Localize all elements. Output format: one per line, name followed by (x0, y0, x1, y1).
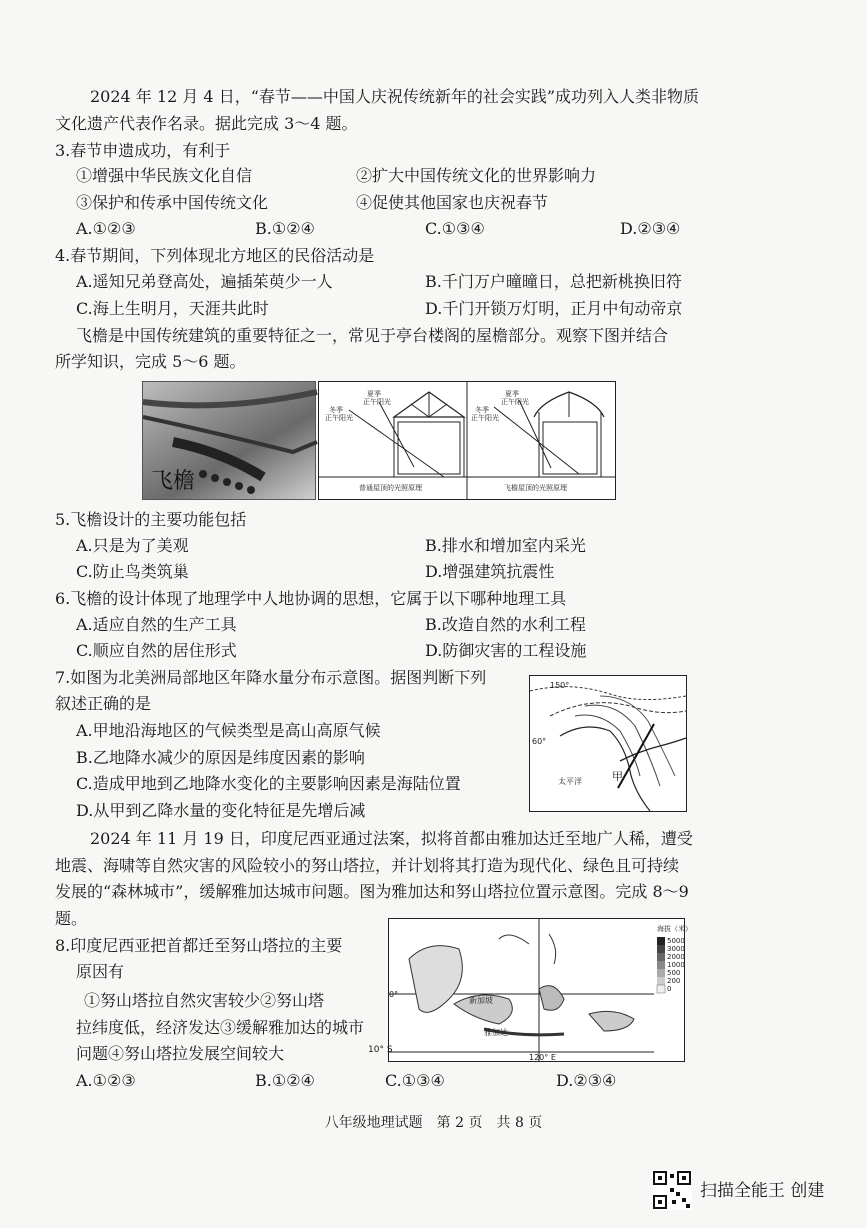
q8-body-1: ①努山塔拉自然灾害较少②努山塔 (84, 991, 325, 1010)
svg-text:200: 200 (667, 977, 681, 985)
q7-option-a: A.甲地沿海地区的气候类型是高山高原气候 (76, 721, 381, 740)
indonesia-location-map (388, 918, 692, 1062)
q3-item-1: ①增强中华民族文化自信 (76, 166, 253, 185)
intro2-line1: 飞檐是中国传统建筑的重要特征之一，常见于亭台楼阁的屋檐部分。观察下图并结合 (76, 326, 669, 345)
q6-option-a: A.适应自然的生产工具 (76, 615, 237, 634)
svg-text:夏季: 夏季 (367, 390, 381, 398)
svg-text:正午阳光: 正午阳光 (325, 414, 353, 422)
q7-option-d: D.从甲到乙降水量的变化特征是先增后减 (76, 801, 366, 820)
svg-text:正午阳光: 正午阳光 (501, 398, 529, 406)
q3-option-c: C.①③④ (425, 219, 485, 238)
svg-text:2000: 2000 (667, 953, 685, 961)
flying-eaves-photo (142, 381, 316, 500)
q3-item-2: ②扩大中国传统文化的世界影响力 (356, 166, 597, 185)
svg-text:0: 0 (667, 985, 672, 993)
intro3-line3: 发展的“森林城市”，缓解雅加达城市问题。图为雅加达和努山塔拉位置示意图。完成 8～9 (55, 882, 689, 901)
qr-code-icon (652, 1170, 692, 1210)
q5-option-b: B.排水和增加室内采光 (425, 536, 586, 555)
map-lat-10s: 10° S (368, 1045, 393, 1055)
q8-option-d: D.②③④ (556, 1071, 617, 1090)
svg-text:太平洋: 太平洋 (558, 777, 582, 786)
q4-option-a: A.遥知兄弟登高处，遍插茱萸少一人 (76, 272, 333, 291)
q3-option-b: B.①②④ (255, 219, 315, 238)
scanner-watermark (652, 1170, 852, 1210)
intro3-line1: 2024 年 11 月 19 日，印度尼西亚通过法案，拟将首都由雅加达迁至地广人稀，遭受 (90, 829, 693, 848)
svg-text:新加坡: 新加坡 (469, 996, 493, 1005)
photo-label: 飞檐 (151, 469, 196, 494)
q3-option-a: A.①②③ (76, 219, 136, 238)
svg-text:冬季: 冬季 (475, 406, 489, 414)
q7-option-c: C.造成甲地到乙地降水变化的主要影响因素是海陆位置 (76, 774, 461, 793)
q4-option-d: D.千门开锁万灯明，正月中旬动帝京 (425, 299, 683, 318)
svg-text:正午阳光: 正午阳光 (363, 398, 391, 406)
intro2-line2: 所学知识，完成 5～6 题。 (55, 352, 246, 371)
q6-option-c: C.顺应自然的居住形式 (76, 641, 237, 660)
svg-text:0°: 0° (389, 990, 399, 999)
q4-stem: 4.春节期间，下列体现北方地区的民俗活动是 (55, 246, 375, 265)
svg-text:普通屋顶的光照原理: 普通屋顶的光照原理 (359, 484, 422, 492)
q7-option-b: B.乙地降水减少的原因是纬度因素的影响 (76, 748, 365, 767)
svg-text:甲: 甲 (612, 770, 623, 783)
q8-stem-1: 8.印度尼西亚把首都迁至努山塔拉的主要 (55, 936, 343, 955)
intro3-line4: 题。 (55, 909, 88, 928)
svg-text:150°: 150° (550, 681, 570, 690)
normal-roof-diagram (319, 389, 469, 492)
svg-text:海拔（米）: 海拔（米） (657, 925, 692, 933)
north-america-precipitation-map (529, 675, 687, 812)
q4-option-b: B.千门万户曈曈日，总把新桃换旧符 (425, 272, 682, 291)
flying-eaves-roof-diagram (469, 389, 615, 492)
q6-option-b: B.改造自然的水利工程 (425, 615, 586, 634)
q5-option-d: D.增强建筑抗震性 (425, 562, 555, 581)
svg-text:正午阳光: 正午阳光 (471, 414, 499, 422)
svg-text:飞檐屋顶的光照原理: 飞檐屋顶的光照原理 (504, 484, 567, 492)
q7-stem-1: 7.如图为北美洲局部地区年降水量分布示意图。据图判断下列 (55, 668, 487, 687)
q8-body-2: 拉纬度低，经济发达③缓解雅加达的城市 (76, 1018, 365, 1037)
svg-text:5000: 5000 (667, 937, 685, 945)
scanner-credit-text: 扫描全能王 创建 (700, 1181, 825, 1201)
q3-item-3: ③保护和传承中国传统文化 (76, 193, 269, 212)
svg-text:冬季: 冬季 (329, 406, 343, 414)
q6-option-d: D.防御灾害的工程设施 (425, 641, 587, 660)
svg-text:3000: 3000 (667, 945, 685, 953)
svg-text:500: 500 (667, 969, 681, 977)
q5-stem: 5.飞檐设计的主要功能包括 (55, 510, 247, 529)
svg-text:夏季: 夏季 (505, 390, 519, 398)
q3-stem: 3.春节申遗成功，有利于 (55, 141, 231, 160)
q3-item-4: ④促使其他国家也庆祝春节 (356, 193, 549, 212)
page-footer: 八年级地理试题 第 2 页 共 8 页 (324, 1115, 543, 1131)
q5-option-c: C.防止鸟类筑巢 (76, 562, 189, 581)
q4-option-c: C.海上生明月，天涯共此时 (76, 299, 269, 318)
q8-option-c: C.①③④ (385, 1071, 445, 1090)
svg-text:雅加达: 雅加达 (484, 1028, 508, 1037)
q8-stem-2: 原因有 (76, 962, 125, 981)
intro1-line2: 文化遗产代表作名录。据此完成 3～4 题。 (55, 114, 358, 133)
intro1-line1: 2024 年 12 月 4 日，“春节——中国人庆祝传统新年的社会实践”成功列入人类非物质 (90, 87, 700, 106)
q6-stem: 6.飞檐的设计体现了地理学中人地协调的思想，它属于以下哪种地理工具 (55, 589, 567, 608)
intro3-line2: 地震、海啸等自然灾害的风险较小的努山塔拉，并计划将其打造为现代化、绿色且可持续 (55, 856, 680, 875)
q5-option-a: A.只是为了美观 (76, 536, 189, 555)
eaves-diagrams (318, 381, 616, 500)
q7-stem-2: 叙述正确的是 (55, 694, 152, 713)
q3-option-d: D.②③④ (620, 219, 681, 238)
svg-text:120° E: 120° E (529, 1053, 556, 1062)
q8-option-a: A.①②③ (76, 1071, 136, 1090)
svg-text:1000: 1000 (667, 961, 685, 969)
q8-body-3: 问题④努山塔拉发展空间较大 (76, 1044, 285, 1063)
q8-option-b: B.①②④ (255, 1071, 315, 1090)
svg-text:60°: 60° (532, 737, 547, 746)
